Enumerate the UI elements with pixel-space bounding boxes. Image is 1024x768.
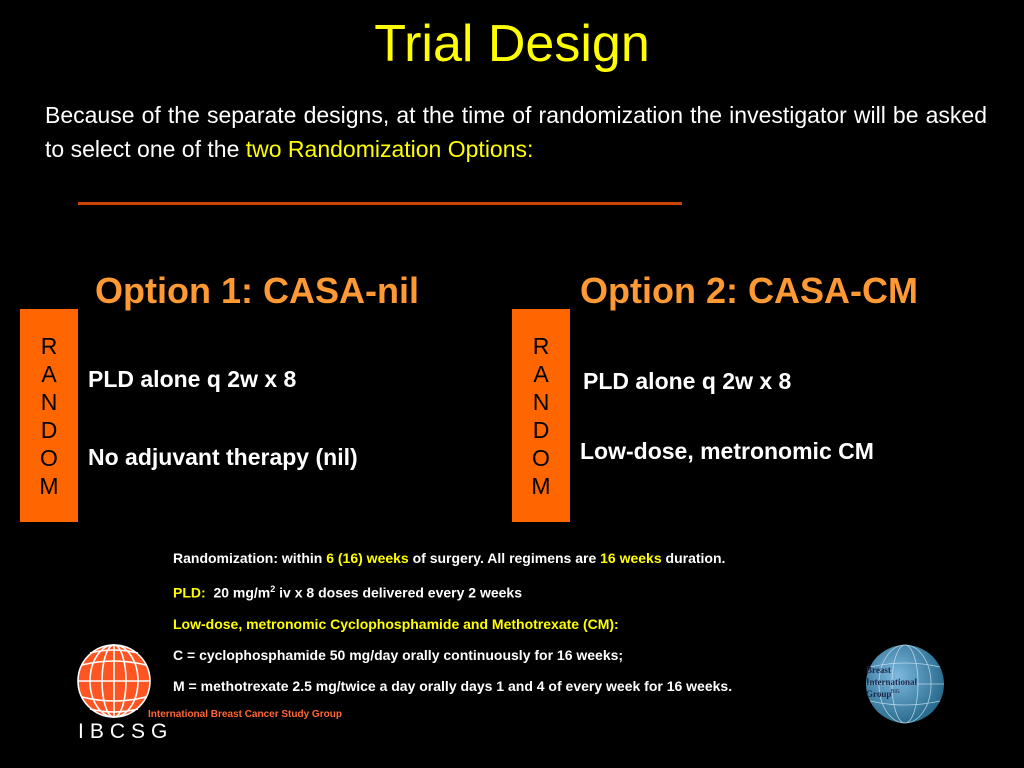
big-logo-line2: International [866,677,918,687]
big-logo-line1: Breast [866,665,891,675]
option-1-arm-1: PLD alone q 2w x 8 [88,366,297,392]
slide-title: Trial Design [374,15,650,73]
random-letter: D [40,416,58,443]
option-2-random-box [512,309,570,522]
note-superscript: 2 [270,584,276,594]
note-label: PLD: [173,584,206,601]
random-letter: A [41,360,57,387]
random-letter: A [533,360,549,387]
option-1-arm-2: No adjuvant therapy (nil) [88,444,358,470]
big-globe-logo [860,643,950,730]
random-letter: M [39,472,59,499]
random-letter: R [532,332,550,359]
note-text: of surgery. All regimens are [412,550,597,566]
note-highlight: 16 weeks [600,550,662,566]
divider-rule [78,202,682,205]
note-cm-heading: Low-dose, metronomic Cyclophosphamide and Methotrexate (CM): [173,615,619,632]
note-text: 20 mg/m [213,584,271,601]
note-cyclophosphamide: C = cyclophosphamide 50 mg/day orally continuously for 16 weeks; [173,646,624,663]
ibcsg-globe-logo [76,643,152,724]
ibcsg-name: International Breast Cancer Study Group [148,709,342,720]
random-letter: D [532,416,550,443]
random-letter: N [532,388,550,415]
random-letter: N [40,388,58,415]
random-letter: M [531,472,551,499]
ibcsg-letters: IBCSG [78,720,174,743]
random-letter: O [40,444,58,471]
note-pld [173,574,893,609]
option-2-arm-2: Low-dose, metronomic CM [580,438,874,464]
big-logo-line3: Group [866,689,892,699]
note-methotrexate: M = methotrexate 2.5 mg/twice a day orally days 1 and 4 of every week for 16 weeks. [173,677,733,694]
random-letter: R [40,332,58,359]
note-text: Randomization: within [173,550,323,566]
option-2-arm-1: PLD alone q 2w x 8 [583,368,792,394]
intro-text: Because of the separate designs, at the time of randomization the investigator will be asked to select one of the [45,102,987,162]
option-1-random-box [20,309,78,522]
option-2-title: Option 2: CASA-CM [580,270,918,311]
note-randomization [173,543,893,574]
big-logo-sup: BIG [891,689,900,695]
option-1-title: Option 1: CASA-nil [95,270,419,311]
note-highlight: 6 (16) weeks [326,550,409,566]
note-text: duration. [665,550,726,566]
regimen-notes [173,543,893,702]
intro-paragraph [45,98,987,166]
intro-highlight: two Randomization Options: [245,136,534,162]
random-letter: O [532,444,550,471]
note-text: iv x 8 doses delivered every 2 weeks [279,584,522,601]
